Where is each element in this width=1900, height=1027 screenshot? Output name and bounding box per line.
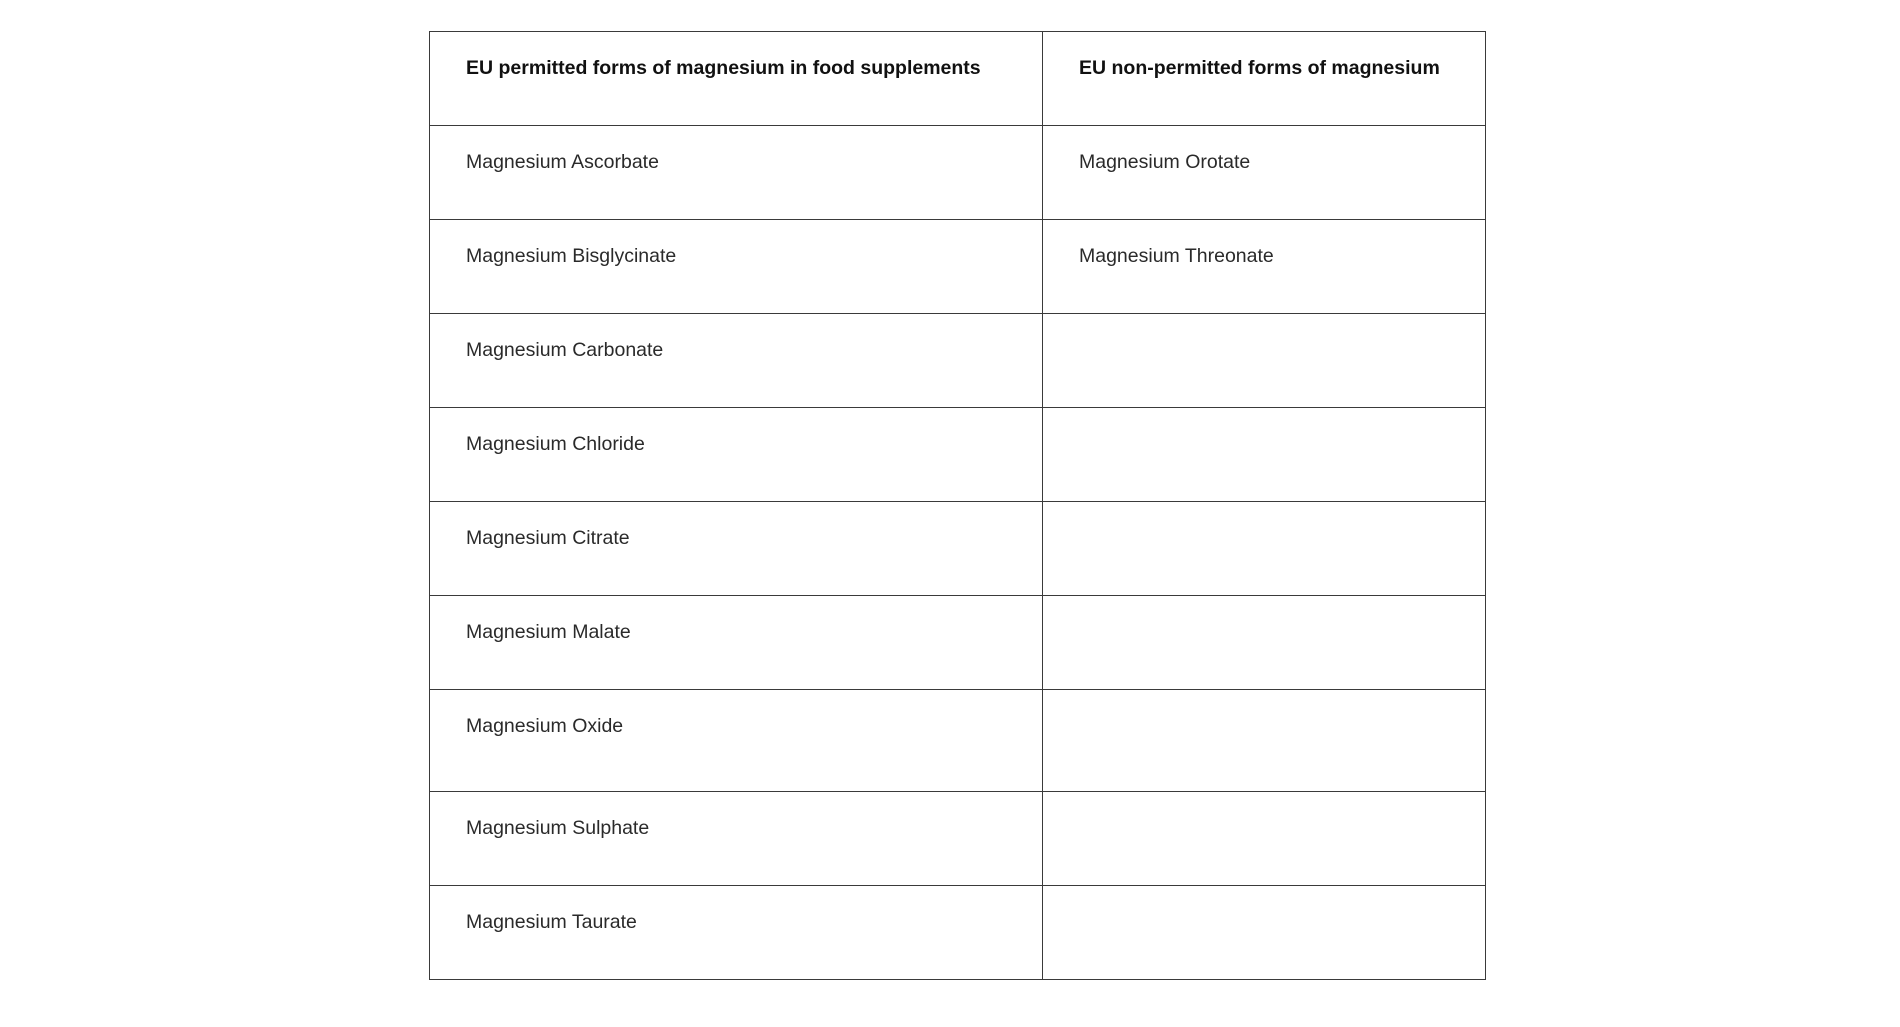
permitted-cell: Magnesium Bisglycinate <box>430 220 1043 314</box>
magnesium-forms-table <box>429 31 1486 980</box>
table-row <box>430 502 1486 596</box>
non-permitted-cell <box>1043 314 1486 408</box>
permitted-cell: Magnesium Citrate <box>430 502 1043 596</box>
table-row <box>430 690 1486 792</box>
permitted-cell: Magnesium Chloride <box>430 408 1043 502</box>
permitted-cell: Magnesium Taurate <box>430 886 1043 980</box>
table-row <box>430 126 1486 220</box>
permitted-cell: Magnesium Oxide <box>430 690 1043 792</box>
non-permitted-cell <box>1043 408 1486 502</box>
non-permitted-cell <box>1043 792 1486 886</box>
permitted-cell: Magnesium Ascorbate <box>430 126 1043 220</box>
permitted-cell: Magnesium Malate <box>430 596 1043 690</box>
magnesium-forms-table-container <box>429 31 1485 980</box>
permitted-cell: Magnesium Sulphate <box>430 792 1043 886</box>
permitted-cell: Magnesium Carbonate <box>430 314 1043 408</box>
non-permitted-cell <box>1043 596 1486 690</box>
table-row <box>430 886 1486 980</box>
non-permitted-cell <box>1043 502 1486 596</box>
table-row <box>430 408 1486 502</box>
table-row <box>430 596 1486 690</box>
table-row <box>430 314 1486 408</box>
header-non-permitted: EU non-permitted forms of magnesium <box>1043 32 1486 126</box>
table-row <box>430 220 1486 314</box>
non-permitted-cell <box>1043 886 1486 980</box>
table-header-row <box>430 32 1486 126</box>
non-permitted-cell: Magnesium Orotate <box>1043 126 1486 220</box>
header-permitted: EU permitted forms of magnesium in food supplements <box>430 32 1043 126</box>
non-permitted-cell: Magnesium Threonate <box>1043 220 1486 314</box>
non-permitted-cell <box>1043 690 1486 792</box>
table-row <box>430 792 1486 886</box>
